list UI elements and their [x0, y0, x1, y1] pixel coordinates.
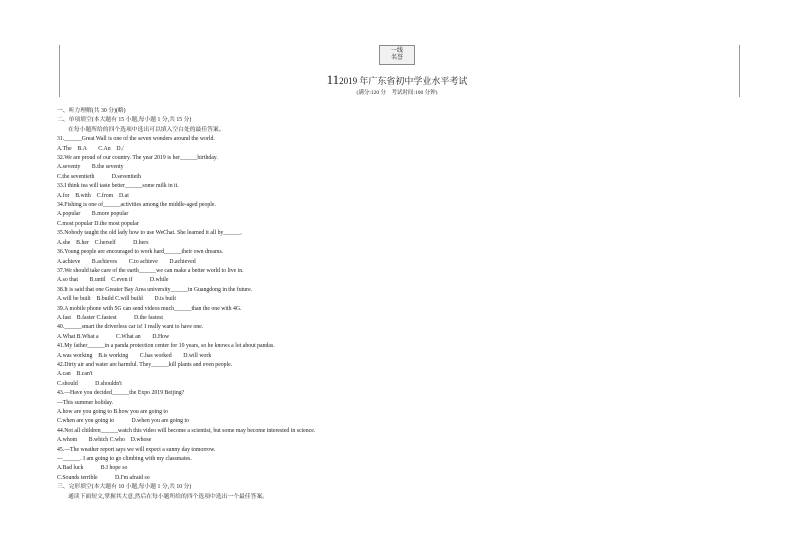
text-line: C.when are you going to D.when you are going to [57, 418, 190, 425]
text-line: A.The B.A C.An D./ [57, 145, 124, 152]
text-line: 42.Dirty air and water are harmful. They______kill plants and even people. [57, 361, 233, 368]
text-line: A.so that B.until C.even if D.while [57, 277, 169, 284]
text-line: C.most popular D.the most popular [57, 220, 139, 227]
text-line: 二、单项填空(本大题有 15 小题,每小题 1 分,共 15 分) [57, 117, 192, 124]
title-number: 11 [326, 72, 340, 87]
stamp-line-1: 一线 [390, 48, 403, 54]
text-line: 31.______Great Wall is one of the seven wonders around the world. [57, 136, 215, 143]
text-line: 44.Not all children______watch this video will become a scientist, but some may become interested in science. [57, 427, 316, 434]
text-line: A.can B.can't [57, 371, 93, 378]
page-subtitle: (满分:120 分 考试时间:100 分钟) [356, 90, 438, 96]
text-line: A.how are you going to B.how you are going to [57, 409, 168, 415]
text-line: A.seventy B.the seventy [57, 164, 124, 171]
text-line: 35.Nobody taught the old lady how to use WeChat. She learned it all by______. [57, 230, 243, 237]
text-line: C.should D.shouldn't [57, 380, 122, 387]
text-line: C.the seventieth D.seventieth [57, 173, 141, 180]
text-line: A.fast B.faster C.fastest D.the fastest [57, 314, 163, 321]
text-line: A.was working B.is working C.has worked D.will work [57, 352, 212, 359]
text-line: —This summer holiday. [57, 399, 114, 406]
text-line: 40.______smart the driverless car is! I really want to have one. [57, 324, 204, 331]
text-line: A.for B.with C.from D.at [57, 192, 129, 199]
text-line: A.popular B.more popular [57, 211, 129, 218]
text-line: A.will be built B.build C.will build D.is built [57, 296, 177, 303]
text-line: 一、听力理解(共 30 分)(略) [57, 108, 126, 114]
seal-stamp [379, 45, 415, 65]
text-line: 通读下面短文,掌握其大意,然后在每小题所给的四个选项中选出一个最佳答案。 [68, 493, 268, 500]
text-line: 38.It is said that one Greater Bay Area university______in Guangdong in the future. [57, 286, 253, 293]
text-line: 36.Young people are encouraged to work hard______their own dreams. [57, 249, 224, 256]
text-line: 45.—The weather report says we will expect a sunny day tomorrow. [57, 446, 216, 453]
text-line: 在每小题所给的四个选项中选出可以填入空白处的最佳答案。 [68, 126, 225, 133]
text-line: A.achieve B.achieves C.to achieve D.achieved [57, 258, 196, 265]
document-body [57, 107, 757, 502]
text-line: A.Bad luck B.I hope so [57, 465, 128, 472]
text-line: —______. I am going to go climbing with my classmates. [57, 456, 192, 463]
stamp-line-2: 名誉 [390, 55, 403, 61]
text-line: 34.Fishing is one of______activities among the middle-aged people. [57, 202, 216, 209]
page-title [0, 72, 794, 88]
text-line: A.whom B.which C.who D.whose [57, 437, 152, 444]
text-line: 43.—Have you decided______the Expo 2019 Beijing? [57, 390, 185, 397]
text-line: 32.We are proud of our country. The year 2019 is her______birthday. [57, 155, 218, 162]
text-line: C.Sounds terrible D.I'm afraid so [57, 474, 150, 481]
text-line: A.What B.What a C.What an D.How [57, 333, 170, 340]
text-line: 39.A mobile phone with 5G can send videos much______than the one with 4G. [57, 305, 242, 312]
title-text: 2019 年广东省初中学业水平考试 [339, 76, 468, 86]
text-line: 33.I think tea will taste better______some milk in it. [57, 183, 179, 190]
text-line: 三、完形填空(本大题有 10 小题,每小题 1 分,共 10 分) [57, 484, 192, 491]
text-line: 41.My father______in a panda protection center for 10 years, so he knows a lot about pandas. [57, 343, 275, 350]
text-line: 37.We should take care of the earth______we can make a better world to live in. [57, 267, 244, 274]
text-line: A.she B.her C.herself D.hers [57, 239, 149, 246]
